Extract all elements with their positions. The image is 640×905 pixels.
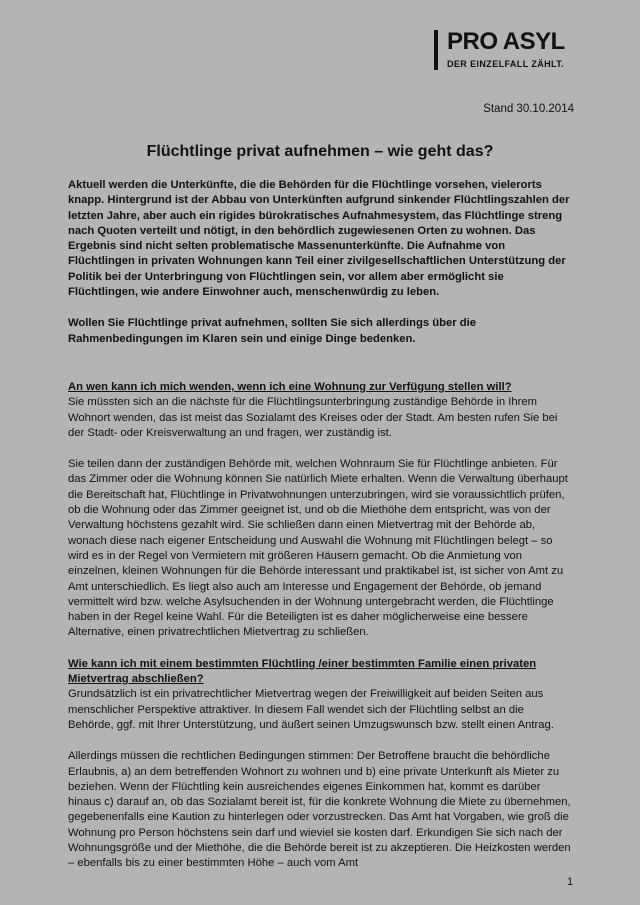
section-2-paragraph-2: Allerdings müssen die rechtlichen Bedingungen stimmen: Der Betroffene braucht die behördliche Erlaubnis, a) an dem betreffenden Wohnort zu wohnen und b) eine private Unterkunft als Mieter zu beziehen. Wenn der Flüchtling kein ausreichendes eigenes Einkommen hat, kommt es darüber hinaus c) darauf an, ob das Sozialamt bereit ist, für die konkrete Wohnung die Miete zu übernehmen, gegebenenfalls eine Kaution zu hinterlegen oder vorzustrecken. Das Amt hat Vorgaben, wie groß die Wohnung pro Person höchstens sein darf und wieviel sie kosten darf. Erkundigen Sie sich nach der Wohnungsgröße und der Miethöhe, die die Behörde bereit ist zu akzeptieren. Die Heizkosten werden – ebenfalls bis zu einer bestimmten Höhe – auch vom Amt — [68, 750, 571, 870]
page-number: 1 — [567, 876, 574, 888]
document-date: Stand 30.10.2014 — [483, 103, 574, 115]
logo-brand: PRO ASYL — [447, 28, 565, 55]
intro-paragraph-1: Aktuell werden die Unterkünfte, die die Behörden für die Flüchtlinge vorsehen, vielerorts knapp. Hintergrund ist der Abbau von Unterkünften aufgrund sinkender Flüchtlingszahlen der letzten Jahre, aber auch ein rigides bürokratisches Aufnahmesystem, das Flüchtlinge streng nach Quoten verteilt und nötigt, in den behördlich zugewiesenen Orten zu wohnen. Das Ergebnis sind nicht selten problematische Massenunterkünfte. Die Aufnahme von Flüchtlingen in privaten Wohnungen kann Teil einer zivilgesellschaftlichen Unterstützung der Politik bei der Unterbringung von Flüchtlingen sein, vor allem aber ermöglicht sie Flüchtlingen, wie andere Einwohner auch, menschenwürdig zu leben. — [68, 179, 570, 299]
section-2-heading: Wie kann ich mit einem bestimmten Flüchtling /einer bestimmten Familie einen privaten Mietvertrag abschließen? — [68, 657, 537, 686]
logo-tagline: DER EINZELFALL ZÄHLT. — [447, 59, 565, 69]
section-1-heading: An wen kann ich mich wenden, wenn ich eine Wohnung zur Verfügung stellen will? — [68, 380, 512, 393]
section-1-paragraph-2: Sie teilen dann der zuständigen Behörde mit, welchen Wohnraum Sie für Flüchtlinge anbieten. Für das Zimmer oder die Wohnung können Sie natürlich Miete erhalten. Wenn die Verwaltung überhaupt die Bereitschaft hat, Flüchtlinge in Privatwohnungen unterzubringen, wird sie voraussichtlich prüfen, ob die Wohnung oder das Zimmer geeignet ist, und ob die Miethöhe dem entspricht, was von der Verwaltung höchstens gezahlt wird. Sie schließen dann einen Mietvertrag mit der Behörde ab, wonach diese nach eigener Entscheidung und Auswahl die Wohnung mit Flüchtlingen belegt – so wird es in der Regel von Vermietern mit größeren Häusern gemacht. Ob die Anmietung von einzelnen, kleinen Wohnungen für die Behörde interessant und praktikabel ist, ist sicher von Amt zu Amt unterschiedlich. Es liegt also auch am Interesse und Engagement der Behörde, ob jemand vermittelt wird bzw. welche Asylsuchenden in der Wohnung untergebracht werden, die Flüchtlinge haben in der Regel keine Wahl. Für die Beteiligten ist es daher möglicherweise eine bessere Alternative, einen privatrechtlichen Mietvertrag zu schließen. — [68, 458, 568, 639]
section-2-paragraph-1: Grundsätzlich ist ein privatrechtlicher Mietvertrag wegen der Freiwilligkeit auf beiden Seiten aus menschlicher Perspektive attraktiver. In diesem Fall wendet sich der Flüchtling selbst an die Behörde, ggf. mit Ihrer Unterstützung, und äußert seinen Umzugswunsch bzw. stellt einen Antrag. — [68, 688, 554, 731]
pro-asyl-logo — [434, 30, 565, 70]
intro-paragraph-2: Wollen Sie Flüchtlinge privat aufnehmen, sollten Sie sich allerdings über die Rahmenbedingungen im Klaren sein und einige Dinge bedenken. — [68, 317, 476, 345]
document-body — [68, 178, 572, 872]
section-1-paragraph-1: Sie müssten sich an die nächste für die Flüchtlingsunterbringung zuständige Behörde in Ihrem Wohnort wenden, das ist meist das Sozialamt des Kreises oder der Stadt. Am besten rufen Sie bei der Stadt- oder Kreisverwaltung an und fragen, wer zuständig ist. — [68, 396, 558, 439]
document-title: Flüchtlinge privat aufnehmen – wie geht das? — [146, 143, 494, 160]
